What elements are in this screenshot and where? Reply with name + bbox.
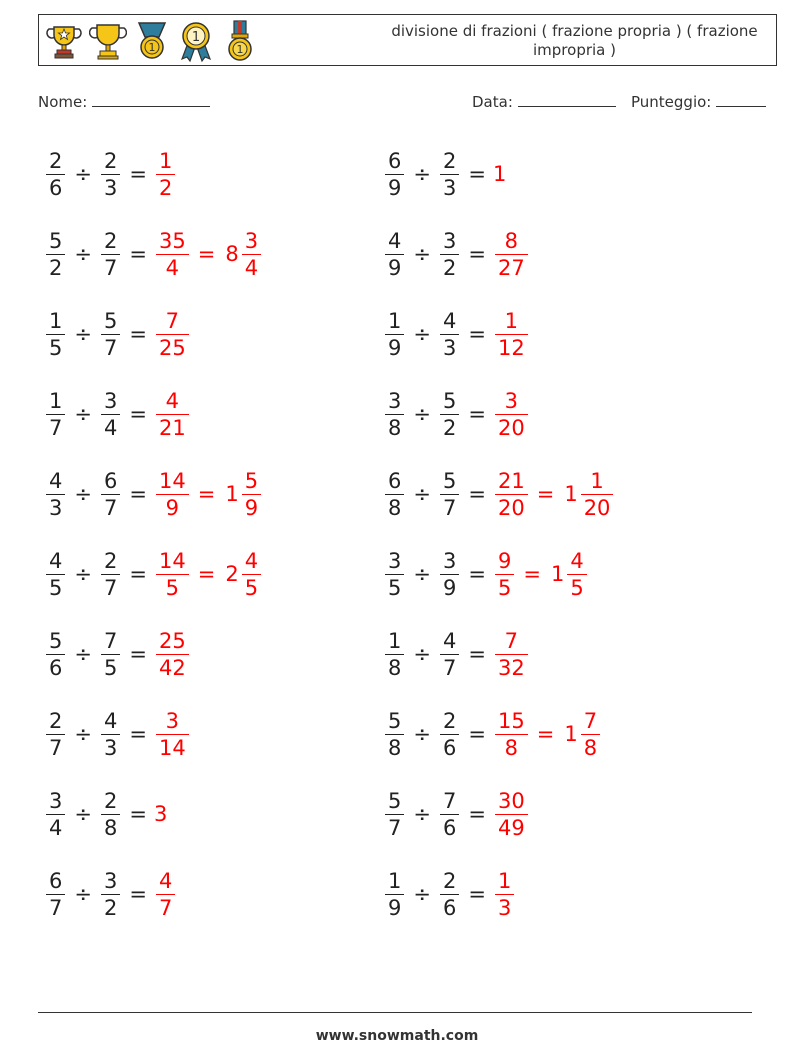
- numerator: 14: [158, 468, 186, 493]
- equals-sign: =: [129, 402, 147, 426]
- divisor-fraction: [101, 788, 120, 841]
- divisor-fraction: [440, 308, 459, 361]
- denominator: 8: [388, 495, 402, 520]
- dividend-fraction: [385, 548, 404, 601]
- numerator: 7: [583, 708, 598, 733]
- dividend-fraction: [385, 788, 404, 841]
- score-label: Punteggio:: [631, 93, 712, 111]
- problem-expression: [383, 303, 530, 365]
- problem-expression: [44, 863, 177, 925]
- divisor-fraction: [440, 548, 459, 601]
- numerator: 14: [158, 548, 186, 573]
- denominator: 5: [49, 335, 63, 360]
- mixed-fraction: [242, 468, 261, 521]
- svg-text:1: 1: [148, 41, 156, 54]
- denominator: 8: [504, 735, 519, 760]
- numerator: 7: [504, 628, 519, 653]
- mixed-fraction: [581, 468, 614, 521]
- dividend-fraction: [46, 228, 65, 281]
- answer-fraction: [495, 868, 514, 921]
- problem-expression: [44, 623, 191, 685]
- numerator: 3: [442, 548, 457, 573]
- answer-fraction: [156, 468, 189, 521]
- dividend-fraction: [46, 708, 65, 761]
- numerator: 3: [103, 388, 118, 413]
- numerator: 1: [49, 388, 63, 413]
- problem-expression: [44, 303, 191, 365]
- denominator: 2: [49, 255, 63, 280]
- numerator: 3: [388, 388, 402, 413]
- numerator: 1: [590, 468, 604, 493]
- denominator: 6: [442, 815, 457, 840]
- divide-sign: ÷: [74, 242, 92, 266]
- numerator: 2: [103, 228, 118, 253]
- denominator: 9: [388, 255, 402, 280]
- medal-ribbon-icon: [133, 19, 171, 63]
- divisor-fraction: [440, 708, 459, 761]
- equals-sign: =: [468, 402, 486, 426]
- denominator: 6: [442, 735, 457, 760]
- problem-expression: [383, 863, 516, 925]
- dividend-fraction: [385, 628, 404, 681]
- answer-fraction: [156, 628, 189, 681]
- divisor-fraction: [440, 788, 459, 841]
- denominator: 2: [103, 895, 118, 920]
- problem-expression: [44, 783, 167, 845]
- answer-fraction: [495, 228, 528, 281]
- mixed-fraction: [242, 228, 261, 281]
- denominator: 9: [388, 335, 402, 360]
- numerator: 2: [103, 148, 118, 173]
- dividend-fraction: [385, 308, 404, 361]
- divide-sign: ÷: [413, 642, 431, 666]
- denominator: 4: [165, 255, 180, 280]
- equals-sign: =: [129, 882, 147, 906]
- equals-sign: =: [129, 482, 147, 506]
- denominator: 20: [583, 495, 611, 520]
- numerator: 9: [497, 548, 512, 573]
- divisor-fraction: [440, 388, 459, 441]
- denominator: 20: [497, 415, 525, 440]
- denominator: 7: [49, 415, 63, 440]
- problem-expression: [383, 703, 602, 765]
- numerator: 2: [442, 868, 457, 893]
- problem-expression: [383, 543, 589, 605]
- divisor-fraction: [101, 868, 120, 921]
- denominator: 9: [165, 495, 180, 520]
- numerator: 4: [49, 468, 63, 493]
- numerator: 21: [497, 468, 525, 493]
- problem-expression: [383, 223, 530, 285]
- numerator: 4: [158, 868, 173, 893]
- denominator: 3: [103, 175, 118, 200]
- numerator: 3: [504, 388, 519, 413]
- denominator: 4: [49, 815, 63, 840]
- divide-sign: ÷: [413, 162, 431, 186]
- award-icons: [45, 19, 259, 63]
- denominator: 9: [244, 495, 259, 520]
- equals-sign: =: [468, 242, 486, 266]
- answer-fraction: [495, 708, 528, 761]
- trophy-star-icon: [45, 19, 83, 63]
- equals-sign-mixed: =: [197, 242, 216, 266]
- denominator: 7: [158, 895, 173, 920]
- equals-sign-mixed: =: [523, 562, 541, 586]
- denominator: 7: [103, 575, 118, 600]
- dividend-fraction: [385, 228, 404, 281]
- numerator: 7: [442, 788, 457, 813]
- mixed-fraction: [567, 548, 586, 601]
- numerator: 1: [49, 308, 63, 333]
- numerator: 5: [49, 628, 63, 653]
- divide-sign: ÷: [74, 802, 92, 826]
- numerator: 2: [49, 148, 63, 173]
- divide-sign: ÷: [413, 802, 431, 826]
- answer-fraction: [156, 388, 189, 441]
- answer-whole: 3: [153, 802, 168, 826]
- numerator: 6: [388, 468, 402, 493]
- medal-bar-icon: [221, 19, 259, 63]
- denominator: 7: [388, 815, 402, 840]
- equals-sign: =: [468, 562, 486, 586]
- problem-expression: [44, 463, 263, 525]
- denominator: 9: [388, 895, 402, 920]
- numerator: 3: [442, 228, 457, 253]
- denominator: 6: [49, 175, 63, 200]
- divide-sign: ÷: [413, 482, 431, 506]
- denominator: 7: [442, 655, 457, 680]
- problem-expression: [383, 623, 530, 685]
- dividend-fraction: [46, 148, 65, 201]
- numerator: 4: [442, 628, 457, 653]
- numerator: 6: [388, 148, 402, 173]
- denominator: 8: [388, 735, 402, 760]
- denominator: 3: [442, 175, 457, 200]
- divisor-fraction: [440, 228, 459, 281]
- divisor-fraction: [101, 468, 120, 521]
- equals-sign-mixed: =: [197, 482, 216, 506]
- numerator: 7: [165, 308, 180, 333]
- worksheet-header: [38, 14, 777, 66]
- equals-sign: =: [468, 322, 486, 346]
- dividend-fraction: [46, 868, 65, 921]
- dividend-fraction: [46, 788, 65, 841]
- footer-divider: [38, 1012, 752, 1013]
- denominator: 4: [244, 255, 259, 280]
- numerator: 1: [388, 308, 402, 333]
- denominator: 20: [497, 495, 525, 520]
- numerator: 4: [442, 308, 457, 333]
- equals-sign: =: [129, 322, 147, 346]
- svg-text:1: 1: [236, 43, 244, 56]
- divide-sign: ÷: [74, 402, 92, 426]
- problem-expression: [44, 223, 263, 285]
- denominator: 8: [388, 415, 402, 440]
- divisor-fraction: [440, 148, 459, 201]
- denominator: 5: [244, 575, 259, 600]
- problem-expression: [44, 703, 191, 765]
- problem-expression: [44, 143, 177, 205]
- divisor-fraction: [101, 708, 120, 761]
- name-label: Nome:: [38, 93, 88, 111]
- numerator: 4: [165, 388, 180, 413]
- divide-sign: ÷: [413, 722, 431, 746]
- numerator: 3: [244, 228, 259, 253]
- numerator: 1: [497, 868, 512, 893]
- equals-sign: =: [129, 642, 147, 666]
- divisor-fraction: [101, 228, 120, 281]
- denominator: 12: [497, 335, 525, 360]
- problem-expression: [44, 543, 263, 605]
- denominator: 6: [49, 655, 63, 680]
- divide-sign: ÷: [74, 162, 92, 186]
- denominator: 2: [442, 255, 457, 280]
- footer-url: www.snowmath.com: [315, 1028, 479, 1044]
- denominator: 7: [103, 495, 118, 520]
- answer-fraction: [495, 388, 528, 441]
- mixed-whole: 1: [564, 482, 578, 506]
- problem-expression: [383, 383, 530, 445]
- dividend-fraction: [46, 628, 65, 681]
- equals-sign: =: [468, 162, 486, 186]
- denominator: 49: [497, 815, 525, 840]
- problem-expression: [383, 783, 530, 845]
- denominator: 2: [158, 175, 173, 200]
- equals-sign-mixed: =: [536, 482, 555, 506]
- dividend-fraction: [385, 388, 404, 441]
- mixed-fraction: [242, 548, 261, 601]
- denominator: 9: [442, 575, 457, 600]
- denominator: 8: [103, 815, 118, 840]
- denominator: 3: [49, 495, 63, 520]
- numerator: 4: [570, 548, 584, 573]
- divide-sign: ÷: [413, 562, 431, 586]
- denominator: 5: [103, 655, 118, 680]
- denominator: 2: [442, 415, 457, 440]
- numerator: 1: [158, 148, 173, 173]
- numerator: 2: [442, 708, 457, 733]
- divisor-fraction: [101, 388, 120, 441]
- numerator: 5: [388, 708, 402, 733]
- numerator: 4: [244, 548, 259, 573]
- denominator: 5: [388, 575, 402, 600]
- denominator: 3: [442, 335, 457, 360]
- answer-fraction: [495, 468, 528, 521]
- numerator: 6: [103, 468, 118, 493]
- answer-fraction: [495, 548, 514, 601]
- denominator: 7: [442, 495, 457, 520]
- equals-sign: =: [129, 562, 147, 586]
- denominator: 25: [158, 335, 186, 360]
- date-label: Data:: [472, 93, 513, 111]
- numerator: 2: [103, 548, 118, 573]
- name-field: [38, 93, 210, 111]
- numerator: 3: [103, 868, 118, 893]
- equals-sign: =: [129, 802, 147, 826]
- dividend-fraction: [46, 468, 65, 521]
- divide-sign: ÷: [74, 882, 92, 906]
- divisor-fraction: [440, 868, 459, 921]
- score-field: [631, 93, 766, 111]
- equals-sign: =: [129, 242, 147, 266]
- date-field: [472, 93, 616, 111]
- equals-sign: =: [468, 722, 486, 746]
- mixed-whole: 1: [564, 722, 578, 746]
- divide-sign: ÷: [74, 642, 92, 666]
- denominator: 6: [442, 895, 457, 920]
- answer-fraction: [156, 548, 189, 601]
- problem-expression: [383, 143, 506, 205]
- numerator: 1: [504, 308, 519, 333]
- divisor-fraction: [101, 628, 120, 681]
- numerator: 4: [388, 228, 402, 253]
- answer-fraction: [495, 308, 528, 361]
- numerator: 8: [504, 228, 519, 253]
- problem-expression: [44, 383, 191, 445]
- denominator: 7: [49, 895, 63, 920]
- numerator: 5: [103, 308, 118, 333]
- dividend-fraction: [385, 148, 404, 201]
- numerator: 5: [442, 468, 457, 493]
- answer-fraction: [156, 868, 175, 921]
- divisor-fraction: [101, 308, 120, 361]
- divide-sign: ÷: [74, 562, 92, 586]
- answer-fraction: [156, 228, 189, 281]
- numerator: 1: [388, 868, 402, 893]
- numerator: 6: [49, 868, 63, 893]
- answer-fraction: [495, 628, 528, 681]
- denominator: 7: [49, 735, 63, 760]
- date-line[interactable]: [518, 94, 616, 107]
- divide-sign: ÷: [413, 322, 431, 346]
- divisor-fraction: [440, 628, 459, 681]
- divide-sign: ÷: [413, 882, 431, 906]
- divisor-fraction: [101, 548, 120, 601]
- denominator: 21: [158, 415, 186, 440]
- numerator: 2: [49, 708, 63, 733]
- equals-sign-mixed: =: [197, 562, 216, 586]
- mixed-whole: 8: [225, 242, 239, 266]
- denominator: 8: [388, 655, 402, 680]
- equals-sign-mixed: =: [536, 722, 555, 746]
- dividend-fraction: [385, 708, 404, 761]
- numerator: 4: [103, 708, 118, 733]
- divide-sign: ÷: [74, 482, 92, 506]
- mixed-fraction: [581, 708, 600, 761]
- denominator: 5: [497, 575, 512, 600]
- denominator: 14: [158, 735, 186, 760]
- numerator: 1: [388, 628, 402, 653]
- dividend-fraction: [46, 548, 65, 601]
- numerator: 2: [103, 788, 118, 813]
- divisor-fraction: [440, 468, 459, 521]
- worksheet-title: divisione di frazioni ( frazione propria ) ( frazione impropria ): [391, 22, 758, 59]
- denominator: 32: [497, 655, 525, 680]
- numerator: 3: [388, 548, 402, 573]
- denominator: 5: [49, 575, 63, 600]
- numerator: 25: [158, 628, 186, 653]
- divisor-fraction: [101, 148, 120, 201]
- numerator: 4: [49, 548, 63, 573]
- mixed-whole: 1: [225, 482, 239, 506]
- svg-text:1: 1: [191, 30, 201, 45]
- problem-expression: [383, 463, 615, 525]
- answer-fraction: [156, 708, 189, 761]
- numerator: 5: [49, 228, 63, 253]
- dividend-fraction: [46, 388, 65, 441]
- dividend-fraction: [46, 308, 65, 361]
- denominator: 4: [103, 415, 118, 440]
- score-line[interactable]: [716, 94, 766, 107]
- denominator: 5: [165, 575, 180, 600]
- answer-fraction: [156, 148, 175, 201]
- answer-whole: 1: [492, 162, 507, 186]
- denominator: 3: [497, 895, 512, 920]
- denominator: 9: [388, 175, 402, 200]
- mixed-whole: 1: [550, 562, 565, 586]
- denominator: 8: [583, 735, 598, 760]
- equals-sign: =: [468, 882, 486, 906]
- equals-sign: =: [468, 642, 486, 666]
- equals-sign: =: [129, 722, 147, 746]
- numerator: 2: [442, 148, 457, 173]
- answer-fraction: [156, 308, 189, 361]
- name-line[interactable]: [92, 94, 210, 107]
- denominator: 3: [103, 735, 118, 760]
- equals-sign: =: [468, 482, 486, 506]
- medal-rosette-icon: [177, 19, 215, 63]
- dividend-fraction: [385, 468, 404, 521]
- denominator: 7: [103, 335, 118, 360]
- mixed-whole: 2: [225, 562, 239, 586]
- numerator: 5: [442, 388, 457, 413]
- numerator: 3: [49, 788, 63, 813]
- numerator: 5: [388, 788, 402, 813]
- numerator: 30: [497, 788, 525, 813]
- trophy-gold-icon: [89, 19, 127, 63]
- dividend-fraction: [385, 868, 404, 921]
- denominator: 42: [158, 655, 186, 680]
- denominator: 27: [497, 255, 525, 280]
- answer-fraction: [495, 788, 528, 841]
- divide-sign: ÷: [74, 322, 92, 346]
- numerator: 5: [244, 468, 259, 493]
- numerator: 7: [103, 628, 118, 653]
- numerator: 3: [165, 708, 180, 733]
- denominator: 5: [570, 575, 584, 600]
- equals-sign: =: [468, 802, 486, 826]
- divide-sign: ÷: [413, 242, 431, 266]
- divide-sign: ÷: [413, 402, 431, 426]
- divide-sign: ÷: [74, 722, 92, 746]
- numerator: 35: [158, 228, 186, 253]
- denominator: 7: [103, 255, 118, 280]
- equals-sign: =: [129, 162, 147, 186]
- numerator: 15: [497, 708, 525, 733]
